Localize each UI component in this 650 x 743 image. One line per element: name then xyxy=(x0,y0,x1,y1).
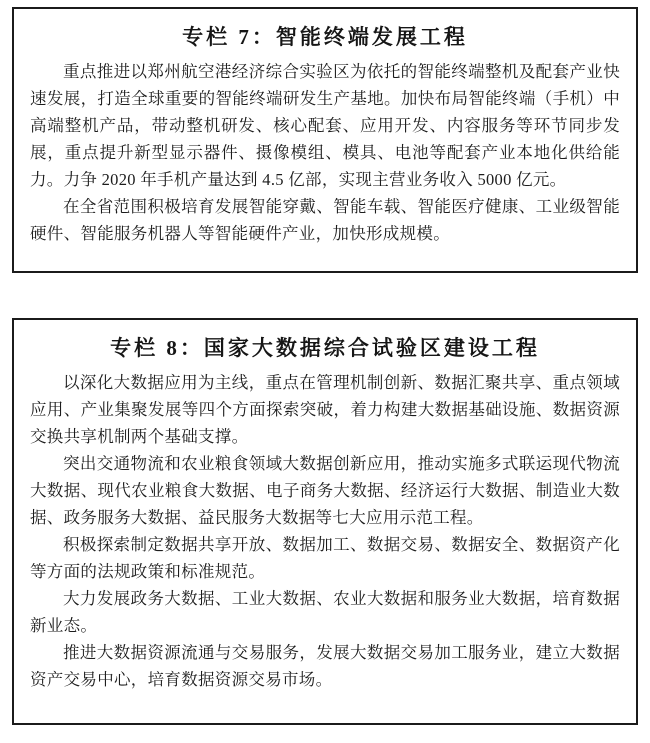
column-box-7-paragraph-1: 重点推进以郑州航空港经济综合实验区为依托的智能终端整机及配套产业快速发展，打造全球重要的智能终端研发生产基地。加快布局智能终端（手机）中高端整机产品，带动整机研发、核心配套、应用开发、内容服务等环节同步发展，重点提升新型显示器件、摄像模组、模具、电池等配套产业本地化供给能力。力争 2020 年手机产量达到 4.5 亿部，实现主营业务收入 5000 亿元。 xyxy=(30,62,620,189)
column-box-7-body xyxy=(30,58,620,247)
document-page xyxy=(0,7,650,743)
column-box-8-paragraph-3: 积极探索制定数据共享开放、数据加工、数据交易、数据安全、数据资产化等方面的法规政策和标准规范。 xyxy=(30,535,620,581)
column-box-8 xyxy=(12,318,638,725)
column-box-8-body xyxy=(30,369,620,693)
column-box-8-paragraph-1: 以深化大数据应用为主线，重点在管理机制创新、数据汇聚共享、重点领域应用、产业集聚发展等四个方面探索突破，着力构建大数据基础设施、数据资源交换共享机制两个基础支撑。 xyxy=(30,373,620,446)
column-box-8-paragraph-4: 大力发展政务大数据、工业大数据、农业大数据和服务业大数据，培育数据新业态。 xyxy=(30,589,620,635)
column-box-8-paragraph-5: 推进大数据资源流通与交易服务，发展大数据交易加工服务业，建立大数据资产交易中心，培育数据资源交易市场。 xyxy=(30,643,620,689)
column-box-7 xyxy=(12,7,638,273)
column-box-7-paragraph-2: 在全省范围积极培育发展智能穿戴、智能车载、智能医疗健康、工业级智能硬件、智能服务机器人等智能硬件产业，加快形成规模。 xyxy=(30,197,620,243)
column-box-7-title: 专栏 7：智能终端发展工程 xyxy=(182,25,468,49)
column-box-8-title: 专栏 8：国家大数据综合试验区建设工程 xyxy=(110,336,540,360)
column-box-8-paragraph-2: 突出交通物流和农业粮食领域大数据创新应用，推动实施多式联运现代物流大数据、现代农业粮食大数据、电子商务大数据、经济运行大数据、制造业大数据、政务服务大数据、益民服务大数据等七大应用示范工程。 xyxy=(30,454,620,527)
